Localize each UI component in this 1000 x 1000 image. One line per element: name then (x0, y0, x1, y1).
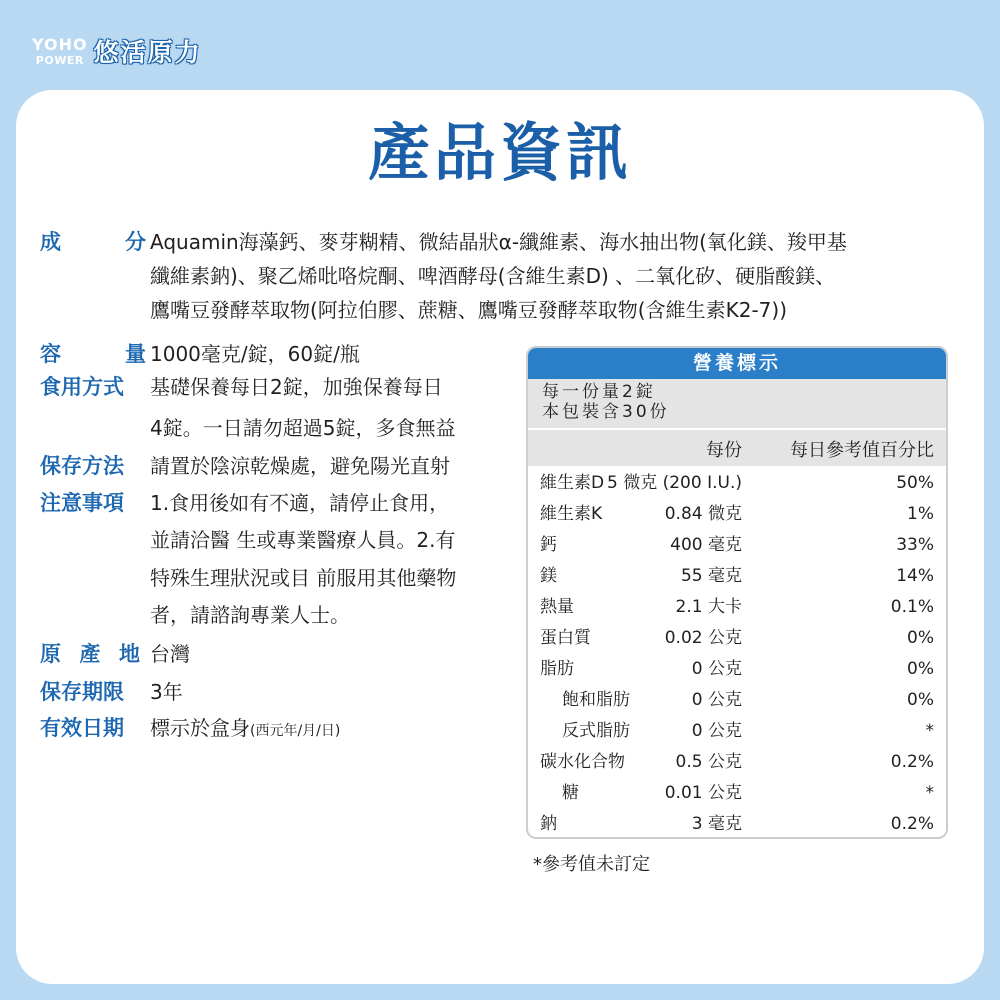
usage-label: 食用方式 (40, 375, 124, 399)
ingredients-line: 纖維素鈉)、聚乙烯吡咯烷酮、啤酒酵母(含維生素D) 、二氧化矽、硬脂酸鎂、 (150, 264, 836, 288)
nutrient-name: 鎂 (540, 566, 557, 586)
shelf-life-value: 3年 (150, 680, 183, 704)
nutrition-row (528, 747, 946, 778)
footnote: *參考值未訂定 (533, 854, 650, 875)
nutrient-amount: 0 公克 (691, 690, 742, 710)
nutrition-rows (528, 466, 946, 839)
nutrient-daily-percent: 14% (896, 566, 934, 586)
brand-name: 悠活原力 (93, 38, 202, 67)
origin-label-char: 原 (40, 642, 61, 666)
usage-line: 基礎保養每日2錠，加強保養每日 (150, 375, 443, 399)
nutrition-row (528, 778, 946, 809)
nutrition-row (528, 809, 946, 839)
nutrient-amount: 0.02 公克 (664, 628, 742, 648)
origin-label-char: 產 (79, 642, 101, 666)
nutrition-row (528, 685, 946, 716)
nutrient-name: 維生素D (540, 473, 605, 493)
usage-line: 4錠。一日請勿超過5錠，多食無益 (150, 416, 456, 440)
ingredients-label-char: 分 (125, 230, 146, 254)
nutrition-row (528, 716, 946, 747)
nutrient-amount: 0 公克 (691, 721, 742, 741)
nutrient-daily-percent: 50% (896, 473, 934, 493)
capacity-label (40, 339, 146, 370)
col-per-serving: 每份 (706, 440, 742, 461)
brand-logo-line2: POWER (35, 53, 84, 67)
serving-size: 每一份量2錠 (542, 382, 656, 402)
nutrient-name: 熱量 (540, 597, 574, 617)
capacity-value: 1000毫克/錠，60錠/瓶 (150, 342, 360, 366)
notes-line: 1.食用後如有不適，請停止食用， (150, 491, 450, 515)
page-title: 產品資訊 (367, 116, 632, 189)
nutrient-daily-percent: 0% (907, 659, 934, 679)
nutrition-row (528, 561, 946, 592)
nutrient-name: 飽和脂肪 (562, 690, 630, 710)
nutrition-column-header (528, 428, 946, 466)
nutrient-amount: 2.1 大卡 (675, 597, 742, 617)
nutrient-amount: 0.84 微克 (664, 504, 742, 524)
expiry-format-note: (西元年/月/日) (250, 723, 341, 739)
ingredients-line: 鷹嘴豆發酵萃取物(阿拉伯膠、蔗糖、鷹嘴豆發酵萃取物(含維生素K2-7)) (150, 298, 787, 322)
nutrition-title: 營養標示 (528, 348, 946, 379)
brand-logo (32, 34, 88, 67)
origin-label-char: 地 (119, 642, 140, 666)
brand-logo-line1: YOHO (32, 34, 88, 54)
nutrient-amount: 5 微克 (200 I.U.) (606, 473, 742, 493)
nutrient-daily-percent: * (925, 783, 934, 803)
nutrient-name: 脂肪 (540, 659, 574, 679)
nutrition-row (528, 623, 946, 654)
nutrition-row (528, 592, 946, 623)
nutrient-daily-percent: 0.2% (890, 814, 934, 834)
ingredients-line: Aquamin海藻鈣、麥芽糊精、微結晶狀α-纖維素、海水抽出物(氧化鎂、羧甲基 (150, 230, 847, 254)
nutrient-amount: 400 毫克 (670, 535, 742, 555)
notes-line: 特殊生理狀況或目 前服用其他藥物 (150, 566, 457, 590)
notes-line: 者，請諮詢專業人士。 (150, 603, 350, 627)
storage-value: 請置於陰涼乾燥處，避免陽光直射 (150, 454, 450, 478)
ingredients-label (40, 227, 146, 258)
storage-label: 保存方法 (40, 454, 124, 478)
notes-line: 並請洽醫 生或專業醫療人員。2.有 (150, 528, 456, 552)
capacity-label-char: 容 (40, 342, 61, 366)
origin-label (40, 639, 140, 670)
origin-value: 台灣 (150, 642, 190, 666)
nutrient-amount: 0 公克 (691, 659, 742, 679)
expiry-value (150, 713, 340, 747)
nutrient-name: 鈉 (540, 814, 557, 834)
notes-label: 注意事項 (40, 491, 124, 515)
ingredients-label-char: 成 (40, 230, 61, 254)
servings-per-pack: 本包裝含30份 (542, 402, 670, 422)
nutrient-daily-percent: * (925, 721, 934, 741)
nutrient-name: 蛋白質 (540, 628, 591, 648)
serving-info (528, 379, 946, 428)
nutrient-daily-percent: 0.1% (890, 597, 934, 617)
nutrition-row (528, 468, 946, 499)
nutrient-amount: 55 毫克 (680, 566, 742, 586)
expiry-label: 有效日期 (40, 716, 124, 740)
expiry-text: 標示於盒身 (150, 716, 250, 740)
nutrient-amount: 0.5 公克 (675, 752, 742, 772)
nutrient-name: 碳水化合物 (540, 752, 625, 772)
shelf-life-label: 保存期限 (40, 680, 124, 704)
nutrient-name: 糖 (562, 783, 579, 803)
nutrient-name: 反式脂肪 (562, 721, 630, 741)
nutrition-row (528, 654, 946, 685)
nutrition-table (526, 346, 948, 839)
nutrition-row (528, 530, 946, 561)
nutrition-row (528, 499, 946, 530)
nutrient-daily-percent: 0.2% (890, 752, 934, 772)
brand (32, 33, 202, 69)
nutrient-daily-percent: 0% (907, 690, 934, 710)
nutrient-daily-percent: 0% (907, 628, 934, 648)
nutrient-amount: 0.01 公克 (664, 783, 742, 803)
nutrient-amount: 3 毫克 (691, 814, 742, 834)
nutrient-name: 維生素K (540, 504, 603, 524)
nutrient-name: 鈣 (540, 535, 557, 555)
nutrient-daily-percent: 1% (907, 504, 934, 524)
col-daily-value: 每日參考值百分比 (790, 440, 934, 461)
capacity-label-char: 量 (125, 342, 146, 366)
nutrient-daily-percent: 33% (896, 535, 934, 555)
